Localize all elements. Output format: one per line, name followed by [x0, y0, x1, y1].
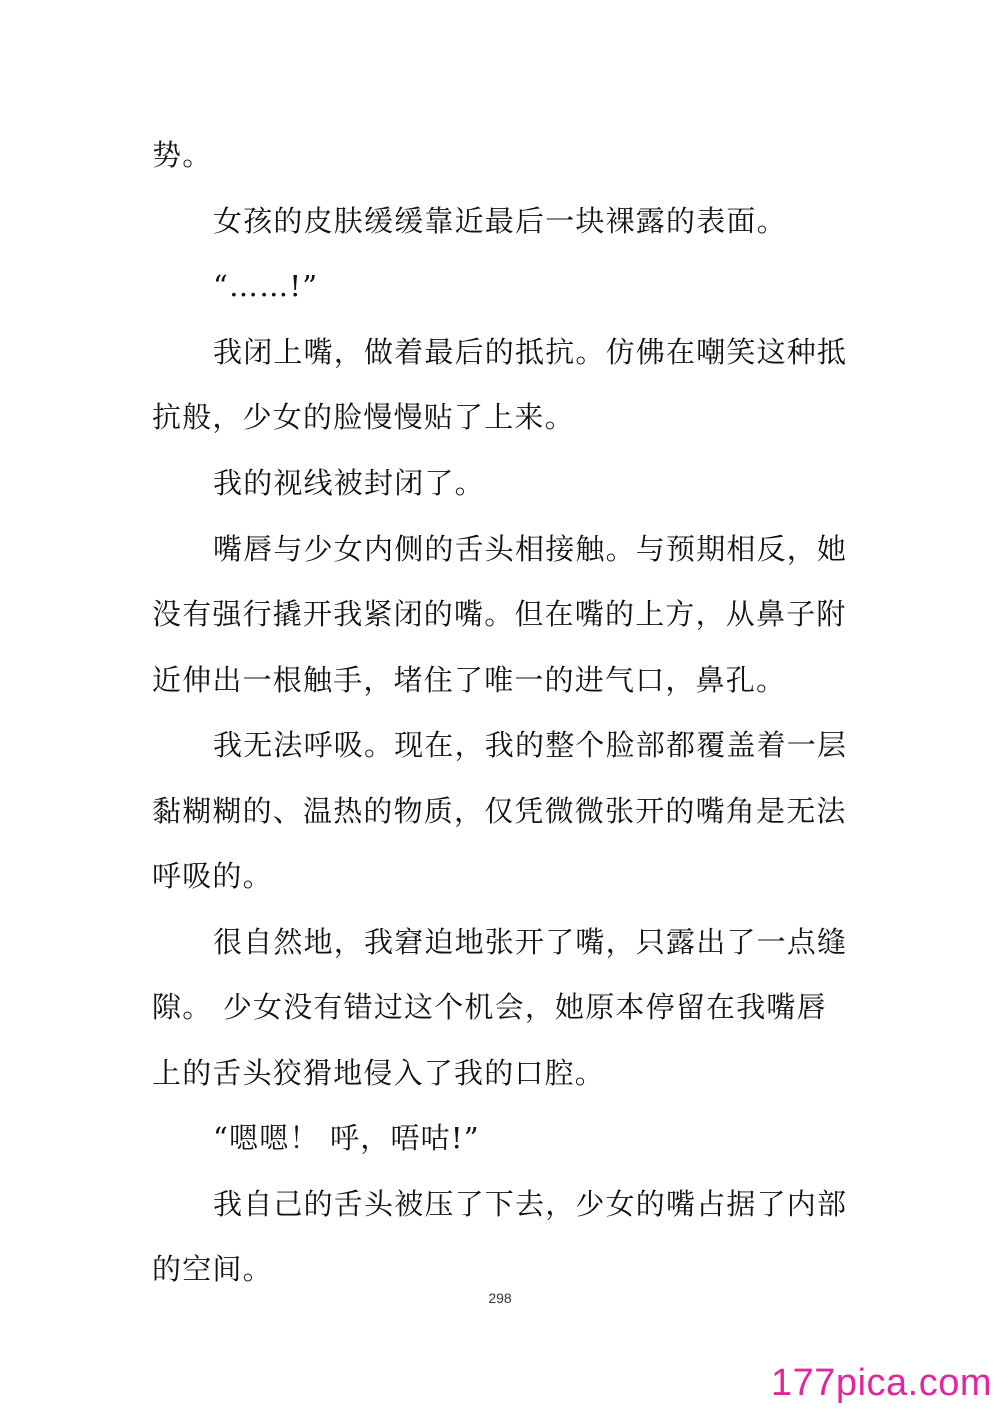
text-line: 近伸出一根触手，堵住了唯一的进气口，鼻孔。	[152, 663, 787, 697]
text-line: 我闭上嘴，做着最后的抵抗。仿佛在嘲笑这种抵	[213, 335, 848, 369]
text-line: “嗯嗯！ 呼，唔咕!”	[213, 1121, 480, 1155]
text-line: 女孩的皮肤缓缓靠近最后一块裸露的表面。	[213, 204, 787, 238]
text-line: 隙。 少女没有错过这个机会，她原本停留在我嘴唇	[152, 990, 827, 1024]
text-line: 我无法呼吸。现在，我的整个脸部都覆盖着一层	[213, 728, 848, 762]
text-line: 黏糊糊的、温热的物质，仅凭微微张开的嘴角是无法	[152, 794, 847, 828]
text-line: 呼吸的。	[152, 859, 273, 893]
watermark: 177pica.com	[771, 1362, 992, 1404]
text-line: 抗般，少女的脸慢慢贴了上来。	[152, 400, 575, 434]
text-line: 上的舌头狡猾地侵入了我的口腔。	[152, 1056, 606, 1090]
text-line: 我自己的舌头被压了下去，少女的嘴占据了内部	[213, 1187, 848, 1221]
text-line: 没有强行撬开我紧闭的嘴。但在嘴的上方，从鼻子附	[152, 597, 847, 631]
text-line: “……!”	[213, 269, 319, 303]
page-number: 298	[488, 1290, 512, 1306]
text-line: 的空间。	[152, 1252, 273, 1286]
text-line: 嘴唇与少女内侧的舌头相接触。与预期相反，她	[213, 532, 848, 566]
text-line: 势。	[152, 138, 213, 172]
text-line: 我的视线被封闭了。	[213, 466, 485, 500]
text-line: 很自然地，我窘迫地张开了嘴，只露出了一点缝	[213, 925, 848, 959]
